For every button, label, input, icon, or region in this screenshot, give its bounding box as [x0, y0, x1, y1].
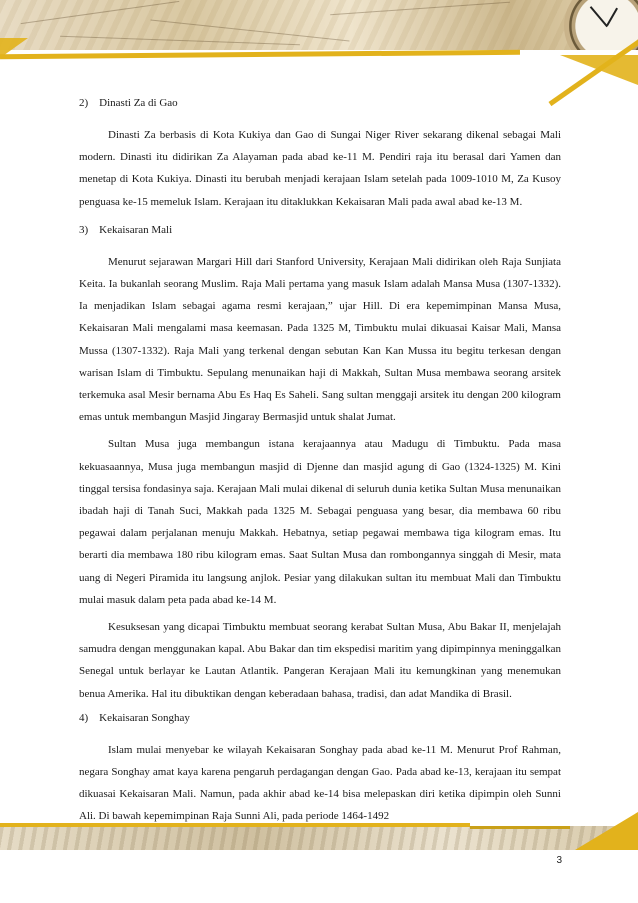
header-gold-strip: [0, 50, 520, 60]
document-body: [79, 96, 561, 833]
header-gold-triangle-left: [0, 38, 28, 58]
paragraph: Kesuksesan yang dicapai Timbuktu membuat seorang kerabat Sultan Musa, Abu Bakar II, menjelajah samudra dengan menggunakan kapal. Abu Bakar dan tim ekspedisi maritim yang dipimpinnya meninggalkan Senegal untuk berlayar ke Lautan Atlantik. Pangeran Kerajaan Mali itu kemungkinan yang menemukan benua Amerika. Hal itu dibuktikan dengan keberadaan bahasa, tradisi, dan adat Mandika di Brasil.: [79, 621, 561, 700]
paragraph: Menurut sejarawan Margari Hill dari Stanford University, Kerajaan Mali didirikan oleh Raja Sunjiata Keita. Ia bukanlah seorang Muslim. Raja Mali pertama yang masuk Islam adalah Mansa Musa (1307-1332). Ia menjadikan Islam sebagai agama resmi kerajaan,” ujar Hill. Di era kepemimpinan Mansa Musa, Kekaisaran Mali mengalami masa keemasan. Pada 1325 M, Timbuktu mulai dikuasai Kaisar Mali, Mansa Mussa (1307-1332). Raja Mali yang terkenal dengan sebutan Kan Kan Mussa itu begitu terkesan dengan warisan Islam di Timbuktu. Sepulang menunaikan haji di Makkah, Sultan Musa membawa seorang arsitek terkemuka asal Mesir bernama Abu Es Haq Es Saheli. Sang sultan menggaji arsitek itu dengan 200 kilogram emas untuk membangun Masjid Jingaray Bermasjid untuk shalat Jumat.: [79, 255, 561, 424]
paragraph: Sultan Musa juga membangun istana kerajaannya atau Madugu di Timbuktu. Pada masa kekuasaannya, Musa juga membangun masjid di Djenne dan masjid agung di Gao (1324-1325) M. Kini tinggal tersisa fondasinya saja. Kerajaan Mali mulai dikenal di seluruh dunia ketika Sultan Musa menunaikan ibadah haji di Tanah Suci, Makkah pada 1325 M. Sebagai penguasa yang besar, dia membawa 60 ribu pegawai dalam perjalanan menuju Makkah. Hebatnya, setiap pegawai membawa tiga kilogram emas. Itu berarti dia membawa 180 ribu kilogram emas. Saat Sultan Musa dan rombongannya singgah di Mesir, mata uang di Negeri Piramida itu langsung anjlok. Pesiar yang dilakukan sultan itu membuat Mali dan Timbuktu mulai masuk dalam peta pada abad ke-14 M.: [79, 438, 561, 606]
paragraph: Islam mulai menyebar ke wilayah Kekaisaran Songhay pada abad ke-11 M. Menurut Prof Rahman, negara Songhay amat kaya karena pengaruh perdagangan dengan Gao. Pada abad ke-13, kerajaan itu sempat dikuasai Kekaisaran Mali. Namun, pada akhir abad ke-14 bisa melepaskan diri ketika dipimpin oleh Sunni Ali. Di bawah kepemimpinan Raja Sunni Ali, pada periode 1464-1492: [79, 743, 561, 823]
page-number: 3: [556, 855, 562, 866]
footer-decorative-banner: [0, 826, 638, 850]
footer-gold-strip-right: [470, 826, 570, 829]
footer-gold-triangle: [575, 812, 638, 850]
header-decorative-banner: [0, 0, 638, 50]
header-gold-triangle: [560, 55, 638, 85]
section-heading-dinasti-za: 2) Dinasti Za di Gao: [79, 97, 178, 109]
section-heading-kekaisaran-mali: 3) Kekaisaran Mali: [79, 223, 173, 236]
section-heading-kekaisaran-songhay: 4) Kekaisaran Songhay: [79, 711, 190, 724]
footer-gold-strip: [0, 823, 470, 827]
clock-icon: [564, 0, 638, 50]
paragraph: Dinasti Za berbasis di Kota Kukiya dan Gao di Sungai Niger River sekarang dikenal sebagai Mali modern. Dinasti itu didirikan Za Alayaman pada abad ke-11 M. Pendiri raja itu berasal dari Yamen dan menetap di Kota Kukiya. Dinasti itu berubah menjadi kerajaan Islam setelah pada 1009-1010 M, Za Kusoy penguasa ke-15 memeluk Islam. Kerajaan itu ditaklukkan Kekaisaran Mali pada awal abad ke-13 M.: [79, 129, 561, 208]
